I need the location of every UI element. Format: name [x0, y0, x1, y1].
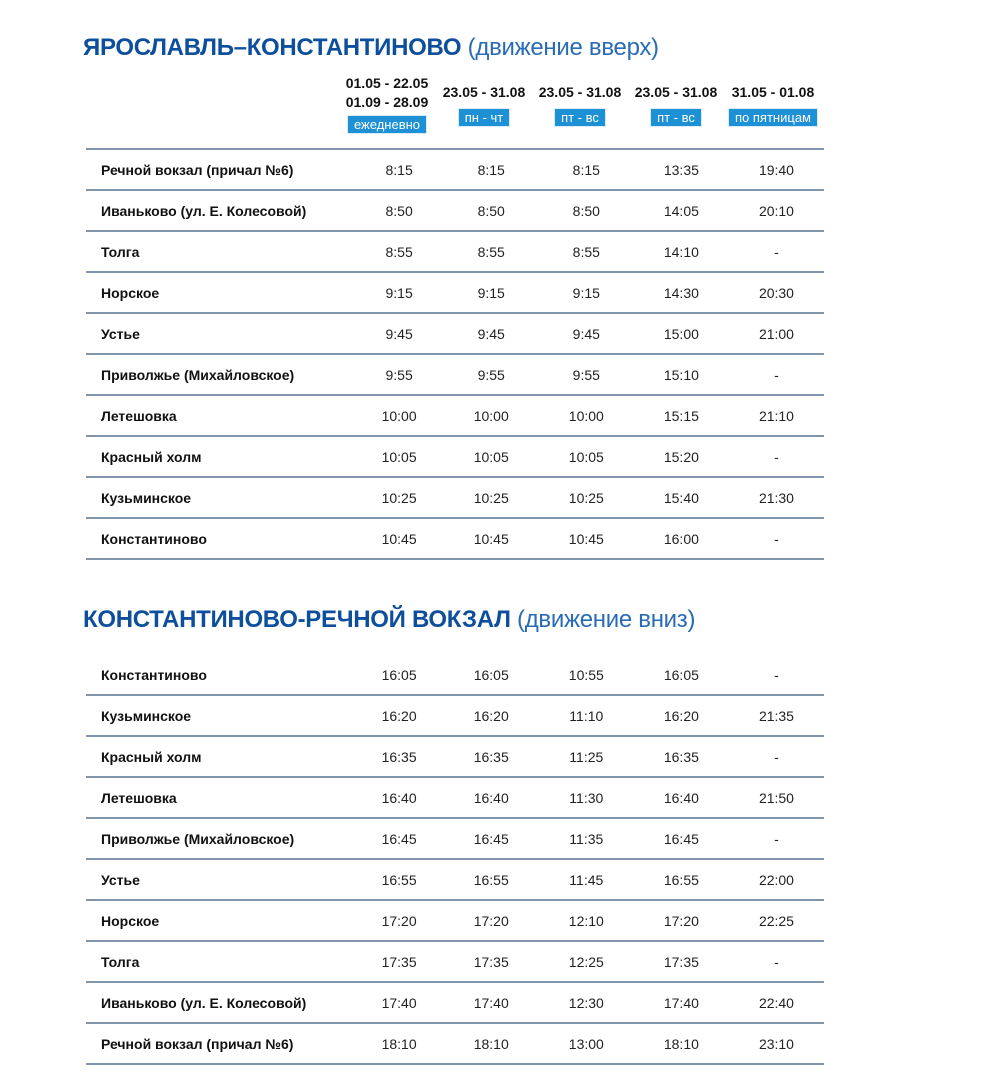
departure-time: 10:55 — [568, 666, 604, 683]
departure-time: 15:10 — [663, 366, 699, 383]
column-badge: пт - вс — [650, 108, 702, 127]
departure-time: 14:10 — [663, 243, 699, 260]
column-dates: 01.05 - 22.05 — [345, 75, 429, 91]
departure-time: 22:00 — [758, 871, 794, 888]
departure-time: 18:10 — [381, 1035, 417, 1052]
table-row — [86, 478, 824, 519]
stop-name: Константиново — [101, 530, 207, 547]
table-row — [86, 696, 824, 737]
departure-time: 11:45 — [569, 871, 604, 888]
departure-time: 16:35 — [473, 748, 509, 765]
departure-time: 18:10 — [663, 1035, 699, 1052]
departure-time: 9:15 — [572, 284, 600, 301]
departure-time: 20:30 — [758, 284, 794, 301]
stop-name: Летешовка — [101, 407, 177, 424]
departure-time: 16:35 — [663, 748, 699, 765]
departure-time: 10:00 — [473, 407, 509, 424]
departure-time: 16:55 — [381, 871, 417, 888]
departure-time: 15:40 — [663, 489, 699, 506]
column-badge: пт - вс — [554, 108, 606, 127]
column-badge: по пятницам — [728, 108, 818, 127]
table-row — [86, 519, 824, 560]
departure-time: 8:55 — [385, 243, 413, 260]
stop-name: Устье — [101, 871, 140, 888]
departure-time: 21:10 — [758, 407, 794, 424]
departure-time: 9:55 — [385, 366, 413, 383]
stop-name: Кузьминское — [101, 707, 192, 724]
departure-time: 16:45 — [663, 830, 699, 847]
stop-name: Иваньково (ул. Е. Колесовой) — [101, 994, 307, 1011]
table-row — [86, 273, 824, 314]
column-header — [434, 83, 534, 127]
departure-time: 9:55 — [477, 366, 505, 383]
departure-time: 16:45 — [473, 830, 509, 847]
departure-time: 18:10 — [473, 1035, 509, 1052]
column-header — [334, 74, 440, 134]
departure-time: 21:50 — [758, 789, 794, 806]
departure-time: 21:00 — [758, 325, 794, 342]
stop-name: Устье — [101, 325, 140, 342]
departure-time: 8:50 — [385, 202, 413, 219]
departure-time: 16:05 — [663, 666, 699, 683]
title-route: ЯРОСЛАВЛЬ–КОНСТАНТИНОВО — [83, 34, 462, 61]
departure-time: - — [774, 830, 779, 847]
departure-time: 8:15 — [572, 161, 600, 178]
timetable-downstream — [86, 655, 824, 1065]
table-row — [86, 191, 824, 232]
table-row — [86, 1024, 824, 1065]
departure-time: 16:05 — [381, 666, 417, 683]
stop-name: Приволжье (Михайловское) — [101, 366, 295, 383]
table-row — [86, 983, 824, 1024]
departure-time: 9:55 — [572, 366, 600, 383]
departure-time: 11:35 — [569, 830, 604, 847]
departure-time: 15:00 — [663, 325, 699, 342]
departure-time: 14:30 — [663, 284, 699, 301]
departure-time: 9:45 — [385, 325, 413, 342]
column-badge: ежедневно — [347, 115, 427, 134]
departure-time: 22:40 — [758, 994, 794, 1011]
stop-name: Приволжье (Михайловское) — [101, 830, 295, 847]
column-dates: 31.05 - 01.08 — [731, 84, 815, 100]
stop-name: Красный холм — [101, 448, 202, 465]
departure-time: 11:10 — [569, 707, 604, 724]
departure-time: 9:15 — [477, 284, 505, 301]
departure-time: 16:40 — [473, 789, 509, 806]
column-badge: пн - чт — [458, 108, 511, 127]
table-row — [86, 437, 824, 478]
table-row — [86, 942, 824, 983]
departure-time: 17:20 — [381, 912, 417, 929]
departure-time: - — [774, 448, 779, 465]
departure-time: 13:35 — [663, 161, 699, 178]
table-row — [86, 860, 824, 901]
departure-time: 8:50 — [477, 202, 505, 219]
departure-time: 10:25 — [568, 489, 604, 506]
departure-time: 16:00 — [663, 530, 699, 547]
departure-time: 16:20 — [381, 707, 417, 724]
section-title-upstream — [83, 33, 659, 63]
departure-time: 10:25 — [381, 489, 417, 506]
departure-time: 16:55 — [473, 871, 509, 888]
stop-name: Речной вокзал (причал №6) — [101, 1035, 294, 1052]
departure-time: 19:40 — [758, 161, 794, 178]
departure-time: 8:50 — [572, 202, 600, 219]
departure-time: 16:20 — [663, 707, 699, 724]
stop-name: Толга — [101, 243, 140, 260]
departure-time: 10:05 — [473, 448, 509, 465]
departure-time: 14:05 — [663, 202, 699, 219]
departure-time: 21:35 — [758, 707, 794, 724]
departure-time: 17:40 — [663, 994, 699, 1011]
departure-time: 8:15 — [477, 161, 505, 178]
column-header — [530, 83, 630, 127]
departure-time: 11:25 — [569, 748, 604, 765]
column-header — [722, 83, 824, 127]
stop-name: Речной вокзал (причал №6) — [101, 161, 294, 178]
table-row — [86, 737, 824, 778]
title-direction: (движение вверх) — [467, 34, 659, 61]
stop-name: Кузьминское — [101, 489, 192, 506]
departure-time: 12:25 — [568, 953, 604, 970]
departure-time: 16:20 — [473, 707, 509, 724]
table-row — [86, 819, 824, 860]
departure-time: 10:45 — [381, 530, 417, 547]
departure-time: 17:35 — [663, 953, 699, 970]
departure-time: 20:10 — [758, 202, 794, 219]
departure-time: - — [774, 530, 779, 547]
departure-time: 16:40 — [663, 789, 699, 806]
column-dates: 23.05 - 31.08 — [634, 84, 718, 100]
departure-time: 17:35 — [473, 953, 509, 970]
departure-time: 21:30 — [758, 489, 794, 506]
departure-time: 15:20 — [663, 448, 699, 465]
departure-time: 17:40 — [473, 994, 509, 1011]
table-row — [86, 901, 824, 942]
departure-time: - — [774, 243, 779, 260]
column-header — [626, 83, 726, 127]
stop-name: Красный холм — [101, 748, 202, 765]
departure-time: 17:20 — [663, 912, 699, 929]
departure-time: 12:10 — [568, 912, 604, 929]
stop-name: Норское — [101, 284, 160, 301]
departure-time: 16:35 — [381, 748, 417, 765]
column-dates: 23.05 - 31.08 — [442, 84, 526, 100]
table-row — [86, 778, 824, 819]
departure-time: 17:20 — [473, 912, 509, 929]
departure-time: 10:45 — [473, 530, 509, 547]
departure-time: 10:00 — [568, 407, 604, 424]
departure-time: 10:05 — [381, 448, 417, 465]
departure-time: 17:35 — [381, 953, 417, 970]
stop-name: Летешовка — [101, 789, 177, 806]
table-row — [86, 355, 824, 396]
departure-time: 8:55 — [477, 243, 505, 260]
table-row — [86, 396, 824, 437]
stop-name: Иваньково (ул. Е. Колесовой) — [101, 202, 307, 219]
departure-time: - — [774, 666, 779, 683]
departure-time: 17:40 — [381, 994, 417, 1011]
departure-time: - — [774, 748, 779, 765]
table-row — [86, 314, 824, 355]
departure-time: 16:45 — [381, 830, 417, 847]
departure-time: 16:55 — [663, 871, 699, 888]
title-direction: (движение вниз) — [517, 606, 696, 633]
departure-time: 9:45 — [477, 325, 505, 342]
table-row — [86, 232, 824, 273]
departure-time: 10:00 — [381, 407, 417, 424]
departure-time: 16:05 — [473, 666, 509, 683]
departure-time: - — [774, 953, 779, 970]
departure-time: 22:25 — [758, 912, 794, 929]
departure-time: 16:40 — [381, 789, 417, 806]
section-title-downstream — [83, 605, 695, 635]
table-row — [86, 655, 824, 696]
departure-time: - — [774, 366, 779, 383]
departure-time: 15:15 — [663, 407, 699, 424]
departure-time: 11:30 — [569, 789, 604, 806]
departure-time: 13:00 — [568, 1035, 604, 1052]
departure-time: 23:10 — [758, 1035, 794, 1052]
departure-time: 10:45 — [568, 530, 604, 547]
departure-time: 9:45 — [572, 325, 600, 342]
departure-time: 10:25 — [473, 489, 509, 506]
stop-name: Толга — [101, 953, 140, 970]
stop-name: Норское — [101, 912, 160, 929]
column-dates: 01.09 - 28.09 — [345, 94, 429, 110]
table-row — [86, 150, 824, 191]
departure-time: 8:55 — [572, 243, 600, 260]
stop-name: Константиново — [101, 666, 207, 683]
title-route: КОНСТАНТИНОВО-РЕЧНОЙ ВОКЗАЛ — [83, 606, 511, 633]
column-dates: 23.05 - 31.08 — [538, 84, 622, 100]
departure-time: 8:15 — [385, 161, 413, 178]
departure-time: 12:30 — [568, 994, 604, 1011]
timetable-upstream — [86, 148, 824, 560]
departure-time: 10:05 — [568, 448, 604, 465]
departure-time: 9:15 — [385, 284, 413, 301]
